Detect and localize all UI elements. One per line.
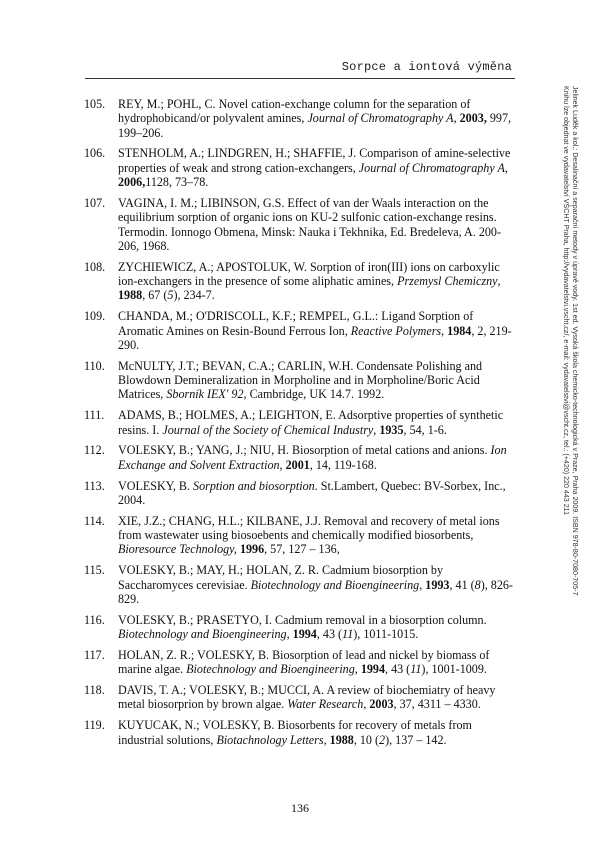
reference-number: 113. <box>84 478 105 493</box>
reference-text-part: , <box>286 627 293 642</box>
reference-italic-part: Journal of Chromatography A <box>358 160 505 175</box>
reference-entry <box>84 196 516 253</box>
reference-text-part: , <box>354 662 361 677</box>
reference-number: 105. <box>84 97 106 111</box>
reference-text-part: , 37, 4311 – 4330. <box>393 697 481 712</box>
reference-number: 110. <box>84 358 105 373</box>
reference-text <box>118 408 503 436</box>
reference-entry <box>84 563 516 606</box>
reference-text <box>118 683 495 711</box>
reference-text-part: ZYCHIEWICZ, A.; APOSTOLUK, W. Sorption of iron(III) ions on carboxylic ion-exchangers in the presence of some aliphatic amines, <box>118 259 500 289</box>
side-note-line-1: Jelinek Luděk a kol.: Desalinační a separační metody v úpravě vody. 1st ed. Vysoká škola chemicko-technologická v Praze, Praha 2009. ISBN 978-80-7080-705-7 <box>571 86 579 596</box>
reference-text-part: , 41 ( <box>449 577 475 592</box>
reference-bold-part: 1988 <box>329 732 354 747</box>
reference-italic-part: 11 <box>342 627 354 642</box>
reference-number: 112. <box>84 443 105 458</box>
reference-text-part: , 10 ( <box>353 732 380 747</box>
reference-text-part: KUYUCAK, N.; VOLESKY, B. Biosorbents for recovery of metals from industrial solutions, <box>118 718 472 747</box>
reference-text-part: DAVIS, T. A.; VOLESKY, B.; MUCCI, A. A review of biochemiatry of heavy metal biosorprion by brown algae. <box>118 683 496 712</box>
reference-bold-part: 1988 <box>118 288 143 303</box>
reference-italic-part: 8 <box>474 577 481 592</box>
reference-text-part: , <box>419 577 426 592</box>
reference-entry <box>84 683 516 712</box>
reference-entry <box>84 309 516 352</box>
reference-entry <box>84 359 516 402</box>
reference-text-part: ADAMS, B.; HOLMES, A.; LEIGHTON, E. Adsorptive properties of synthetic resins. I. <box>118 408 504 437</box>
reference-italic-part: Sorption and biosorption <box>193 478 315 493</box>
reference-text <box>118 260 501 303</box>
reference-italic-part: Biotechnology and Bioengineering <box>186 662 355 677</box>
reference-italic-part: Ion Exchange and Solvent Extraction, <box>118 443 507 472</box>
reference-italic-part: Journal of Chromatography A <box>307 111 454 126</box>
reference-text <box>118 648 489 676</box>
reference-italic-part: Przemysl Chemiczny <box>397 274 498 289</box>
reference-text-part: , 57, 127 – 136, <box>264 542 340 557</box>
reference-text-part: STENHOLM, A.; LINDGREN, H.; SHAFFIE, J. Comparison of amine-selective properties of weak and strong cation-exchangers, <box>118 146 511 175</box>
reference-text <box>118 359 482 402</box>
reference-entry <box>84 443 516 472</box>
reference-text-part: , 14, 119-168. <box>309 457 377 472</box>
reference-entry <box>84 718 516 747</box>
reference-number: 117. <box>84 647 105 662</box>
reference-text-part: , Cambridge, UK 14.7. 1992. <box>243 387 385 402</box>
reference-text-part: HOLAN, Z. R.; VOLESKY, B. Biosorption of lead and nickel by biomass of marine algae. <box>118 647 490 677</box>
reference-bold-part: 1994 <box>360 662 386 677</box>
reference-entry <box>84 97 516 140</box>
reference-text-part: , <box>373 422 380 437</box>
reference-text-part: ), 1001-1009. <box>421 662 487 677</box>
reference-italic-part: Sborník IEX' 92 <box>166 387 244 402</box>
reference-text-part: , <box>323 732 330 747</box>
reference-text-part: , <box>504 160 508 175</box>
reference-italic-part: Reactive Polymers <box>350 323 442 338</box>
reference-text <box>118 563 513 606</box>
reference-text-part: McNULTY, J.T.; BEVAN, C.A.; CARLIN, W.H. Condensate Polishing and Blowdown Demineralization in Morpholine and in Morpholine/Boric Acid Matrices, <box>118 358 483 402</box>
reference-text-part: , <box>497 274 501 289</box>
reference-entry <box>84 613 516 642</box>
reference-text-part: VOLESKY, B. <box>118 478 194 493</box>
reference-text-part: , <box>453 111 460 126</box>
reference-text-part: VOLESKY, B.; PRASETYO, I. Cadmium removal in a biosorption column. <box>118 612 487 627</box>
reference-italic-part: Biotechnology and Bioengineering <box>250 577 420 592</box>
reference-text <box>118 146 510 189</box>
reference-italic-part: Biotechnology and Bioengineering <box>118 627 287 642</box>
reference-entry <box>84 260 516 303</box>
reference-number: 109. <box>84 309 106 324</box>
reference-italic-part: Biotachnology Letters <box>216 732 324 747</box>
reference-text <box>118 479 506 507</box>
reference-text-part: ), 1011-1015. <box>353 627 419 642</box>
reference-bold-part: 2003 <box>369 697 394 712</box>
reference-text-part: , <box>363 697 370 712</box>
reference-number: 111. <box>84 408 105 423</box>
side-note <box>561 86 579 606</box>
reference-entry <box>84 146 516 189</box>
reference-italic-part: 11 <box>410 662 422 677</box>
reference-text-part: XIE, J.Z.; CHANG, H.L.; KILBANE, J.J. Removal and recovery of metal ions from wastewater using biosoebents and chemically modified biosorbents, <box>118 513 500 543</box>
reference-text-part: 1128, 73–78. <box>145 175 209 190</box>
reference-number: 114. <box>84 513 105 528</box>
reference-italic-part: 2 <box>379 732 386 747</box>
reference-bold-part: 2003, <box>459 111 487 126</box>
reference-text <box>118 613 487 641</box>
reference-text-part: , 54, 1-6. <box>403 422 447 437</box>
reference-text <box>118 97 511 140</box>
reference-number: 116. <box>84 612 105 627</box>
reference-text-part: VOLESKY, B.; YANG, J.; NIU, H. Biosorption of metal cations and anions. <box>118 443 491 458</box>
reference-number: 106. <box>84 146 106 161</box>
reference-text-part: , 67 ( <box>142 288 168 303</box>
reference-text <box>118 196 501 253</box>
reference-text-part: , 2, 219-290. <box>118 323 512 352</box>
reference-bold-part: 1993 <box>425 577 450 592</box>
reference-italic-part: 5 <box>167 288 174 303</box>
reference-bold-part: 1994 <box>292 627 317 642</box>
reference-text-part: . St.Lambert, Quebec: BV-Sorbex, Inc., 2004. <box>118 478 506 507</box>
reference-entry <box>84 479 516 508</box>
reference-italic-part: Bioresource Technology, <box>118 542 237 557</box>
reference-bold-part: 1984 <box>447 323 472 338</box>
reference-text-part: , 43 ( <box>385 662 411 677</box>
reference-text-part: VOLESKY, B.; MAY, H.; HOLAN, Z. R. Cadmium biosorption by Saccharomyces cerevisiae. <box>118 563 443 592</box>
reference-bold-part: 1935 <box>379 422 404 437</box>
reference-bold-part: 2001 <box>285 457 310 472</box>
reference-italic-part: Water Research <box>287 697 364 712</box>
reference-number: 115. <box>84 563 105 578</box>
reference-text-part: ), 137 – 142. <box>385 732 447 747</box>
reference-text-part: VAGINA, I. M.; LIBINSON, G.S. Effect of van der Waals interaction on the equilibrium sorption of organic ions on KU-2 sulfonic cation-exchange resins. Termodin. Ionnogo Obmena, Minsk: Nauka i Tekhnika, Ed. Bredeleva, A. 200-206, 1968. <box>118 195 501 253</box>
reference-italic-part: Journal of the Society of Chemical Industry <box>162 422 374 437</box>
reference-number: 107. <box>84 195 106 210</box>
reference-bold-part: 1996 <box>239 542 265 557</box>
reference-entry <box>84 648 516 677</box>
reference-number: 119. <box>84 718 105 733</box>
reference-text <box>118 718 472 746</box>
reference-text-part: ), 826-829. <box>118 577 513 606</box>
reference-text <box>118 514 500 557</box>
reference-entry <box>84 514 516 557</box>
reference-text-part: ), 234-7. <box>173 288 215 303</box>
reference-list <box>84 97 516 753</box>
reference-text-part: , 43 ( <box>316 627 343 642</box>
reference-entry <box>84 408 516 437</box>
reference-number: 118. <box>84 683 105 698</box>
reference-text-part: REY, M.; POHL, C. Novel cation-exchange column for the separation of hydrophobicand/or polyvalent amines, <box>118 97 471 126</box>
reference-bold-part: 2006, <box>118 175 146 190</box>
reference-text <box>118 309 512 352</box>
reference-text-part: 997, 199–206. <box>118 111 512 140</box>
side-note-line-2: Knihu lze objednat ve vydavatelství VŠCHT Praha, http://vydavatelstvi.vscht.cz/, e-mail: vydavatelstvi@vscht.cz, tel.: (+420) 220 443 211 <box>562 86 570 516</box>
reference-text-part: CHANDA, M.; O'DRISCOLL, K.F.; REMPEL, G.L.: Ligand Sorption of Aromatic Amines on Resin-Bound Ferrous Ion, <box>118 309 474 338</box>
running-header-title: Sorpce a iontová výměna <box>341 60 512 74</box>
reference-number: 108. <box>84 259 106 274</box>
header-rule <box>85 78 515 79</box>
reference-text-part: , <box>441 323 448 338</box>
page-number: 136 <box>291 801 309 815</box>
reference-text <box>118 443 507 471</box>
